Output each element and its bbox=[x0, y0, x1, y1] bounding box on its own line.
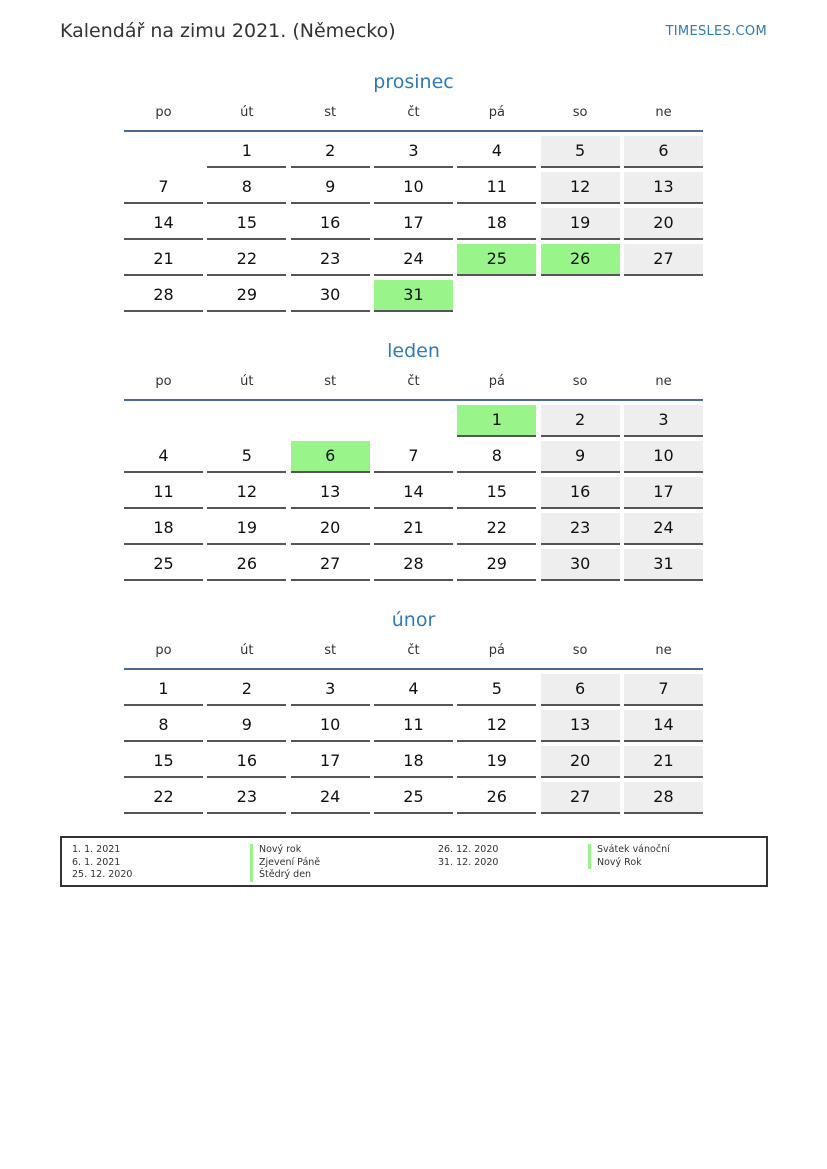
weekday-label: st bbox=[324, 643, 337, 658]
day-cell[interactable]: 21 bbox=[624, 746, 703, 778]
day-cell[interactable]: 28 bbox=[374, 549, 453, 581]
day-cell[interactable]: 23 bbox=[291, 244, 370, 276]
day-cell[interactable]: 9 bbox=[291, 172, 370, 204]
month-0 bbox=[124, 70, 703, 312]
day-cell[interactable]: 6 bbox=[291, 441, 370, 473]
weekday-label: pá bbox=[488, 374, 505, 389]
empty-cell bbox=[124, 136, 203, 168]
weekday-label: so bbox=[572, 374, 588, 389]
day-cell[interactable]: 2 bbox=[541, 405, 620, 437]
day-cell[interactable]: 3 bbox=[374, 136, 453, 168]
day-cell[interactable]: 7 bbox=[624, 674, 703, 706]
day-cell[interactable]: 20 bbox=[624, 208, 703, 240]
day-cell[interactable]: 5 bbox=[541, 136, 620, 168]
month-2 bbox=[124, 608, 703, 814]
holiday-legend bbox=[60, 836, 768, 887]
day-cell[interactable]: 27 bbox=[624, 244, 703, 276]
weekday-header bbox=[124, 102, 703, 124]
day-cell[interactable]: 25 bbox=[374, 782, 453, 814]
empty-cell bbox=[374, 405, 453, 437]
page-title: Kalendář na zimu 2021. (Německo) bbox=[60, 20, 396, 42]
weekday-label: st bbox=[324, 105, 337, 120]
day-cell[interactable]: 13 bbox=[624, 172, 703, 204]
header-divider bbox=[124, 668, 703, 670]
legend-holiday-name: Zjevení Páně bbox=[250, 857, 320, 870]
day-cell[interactable]: 19 bbox=[457, 746, 536, 778]
empty-cell bbox=[207, 405, 286, 437]
day-cell[interactable]: 2 bbox=[207, 674, 286, 706]
day-grid bbox=[124, 405, 703, 581]
weekday-label: pá bbox=[488, 643, 505, 658]
header-divider bbox=[124, 399, 703, 401]
day-cell[interactable]: 22 bbox=[457, 513, 536, 545]
empty-cell bbox=[291, 405, 370, 437]
day-cell[interactable]: 23 bbox=[541, 513, 620, 545]
day-cell[interactable]: 15 bbox=[124, 746, 203, 778]
day-cell[interactable]: 22 bbox=[207, 244, 286, 276]
day-cell[interactable]: 29 bbox=[207, 280, 286, 312]
legend-holiday-name: Štědrý den bbox=[250, 869, 311, 882]
day-cell[interactable]: 13 bbox=[541, 710, 620, 742]
weekday-header bbox=[124, 640, 703, 662]
legend-date: 25. 12. 2020 bbox=[72, 869, 133, 880]
day-cell[interactable]: 14 bbox=[624, 710, 703, 742]
day-cell[interactable]: 11 bbox=[457, 172, 536, 204]
day-cell[interactable]: 24 bbox=[374, 244, 453, 276]
day-cell[interactable]: 30 bbox=[541, 549, 620, 581]
day-cell[interactable]: 9 bbox=[207, 710, 286, 742]
weekday-label: čt bbox=[407, 643, 420, 658]
day-grid bbox=[124, 674, 703, 814]
day-cell[interactable]: 7 bbox=[124, 172, 203, 204]
day-cell[interactable]: 25 bbox=[457, 244, 536, 276]
day-cell[interactable]: 10 bbox=[624, 441, 703, 473]
day-cell[interactable]: 27 bbox=[541, 782, 620, 814]
day-cell[interactable]: 3 bbox=[291, 674, 370, 706]
day-cell[interactable]: 2 bbox=[291, 136, 370, 168]
day-cell[interactable]: 28 bbox=[124, 280, 203, 312]
weekday-label: čt bbox=[407, 105, 420, 120]
weekday-label: po bbox=[155, 105, 172, 120]
legend-holiday-name: Svátek vánoční bbox=[588, 844, 670, 857]
day-cell[interactable]: 26 bbox=[457, 782, 536, 814]
day-cell[interactable]: 1 bbox=[207, 136, 286, 168]
day-cell[interactable]: 10 bbox=[374, 172, 453, 204]
day-grid bbox=[124, 136, 703, 312]
day-cell[interactable]: 1 bbox=[457, 405, 536, 437]
month-name: leden bbox=[387, 340, 440, 362]
day-cell[interactable]: 14 bbox=[124, 208, 203, 240]
day-cell[interactable]: 10 bbox=[291, 710, 370, 742]
day-cell[interactable]: 14 bbox=[374, 477, 453, 509]
day-cell[interactable]: 18 bbox=[457, 208, 536, 240]
day-cell[interactable]: 20 bbox=[541, 746, 620, 778]
day-cell[interactable]: 4 bbox=[374, 674, 453, 706]
weekday-label: so bbox=[572, 105, 588, 120]
legend-date: 26. 12. 2020 bbox=[438, 844, 499, 855]
day-cell[interactable]: 7 bbox=[374, 441, 453, 473]
day-cell[interactable]: 6 bbox=[541, 674, 620, 706]
weekday-label: út bbox=[240, 374, 254, 389]
day-cell[interactable]: 5 bbox=[457, 674, 536, 706]
day-cell[interactable]: 13 bbox=[291, 477, 370, 509]
day-cell[interactable]: 15 bbox=[207, 208, 286, 240]
day-cell[interactable]: 27 bbox=[291, 549, 370, 581]
day-cell[interactable]: 3 bbox=[624, 405, 703, 437]
day-cell[interactable]: 25 bbox=[124, 549, 203, 581]
day-cell[interactable]: 31 bbox=[374, 280, 453, 312]
weekday-header bbox=[124, 371, 703, 393]
day-cell[interactable]: 12 bbox=[207, 477, 286, 509]
legend-date: 31. 12. 2020 bbox=[438, 856, 499, 868]
day-cell[interactable]: 5 bbox=[207, 441, 286, 473]
weekday-label: so bbox=[572, 643, 588, 658]
weekday-label: pá bbox=[488, 105, 505, 120]
day-cell[interactable]: 15 bbox=[457, 477, 536, 509]
weekday-label: ne bbox=[655, 105, 672, 120]
day-cell[interactable]: 4 bbox=[124, 441, 203, 473]
day-cell[interactable]: 21 bbox=[124, 244, 203, 276]
weekday-label: čt bbox=[407, 374, 420, 389]
month-name: prosinec bbox=[373, 71, 454, 93]
weekday-label: ne bbox=[655, 643, 672, 658]
legend-date: 6. 1. 2021 bbox=[72, 856, 121, 868]
day-cell[interactable]: 17 bbox=[624, 477, 703, 509]
day-cell[interactable]: 16 bbox=[207, 746, 286, 778]
day-cell[interactable]: 29 bbox=[457, 549, 536, 581]
legend-holiday-name: Nový Rok bbox=[588, 857, 642, 870]
day-cell[interactable]: 8 bbox=[457, 441, 536, 473]
header-divider bbox=[124, 130, 703, 132]
day-cell[interactable]: 21 bbox=[374, 513, 453, 545]
weekday-label: ne bbox=[655, 374, 672, 389]
day-cell[interactable]: 26 bbox=[207, 549, 286, 581]
day-cell[interactable]: 12 bbox=[541, 172, 620, 204]
weekday-label: út bbox=[240, 105, 254, 120]
day-cell[interactable]: 17 bbox=[374, 208, 453, 240]
weekday-label: st bbox=[324, 374, 337, 389]
empty-cell bbox=[124, 405, 203, 437]
day-cell[interactable]: 19 bbox=[207, 513, 286, 545]
day-cell[interactable]: 9 bbox=[541, 441, 620, 473]
day-cell[interactable]: 22 bbox=[124, 782, 203, 814]
day-cell[interactable]: 8 bbox=[207, 172, 286, 204]
weekday-label: po bbox=[155, 643, 172, 658]
legend-holiday-name: Nový rok bbox=[250, 844, 301, 857]
day-cell[interactable]: 26 bbox=[541, 244, 620, 276]
day-cell[interactable]: 30 bbox=[291, 280, 370, 312]
day-cell[interactable]: 18 bbox=[374, 746, 453, 778]
day-cell[interactable]: 1 bbox=[124, 674, 203, 706]
month-name: únor bbox=[391, 609, 436, 631]
day-cell[interactable]: 16 bbox=[291, 208, 370, 240]
weekday-label: út bbox=[240, 643, 254, 658]
day-cell[interactable]: 28 bbox=[624, 782, 703, 814]
day-cell[interactable]: 24 bbox=[291, 782, 370, 814]
day-cell[interactable]: 24 bbox=[624, 513, 703, 545]
day-cell[interactable]: 20 bbox=[291, 513, 370, 545]
day-cell[interactable]: 11 bbox=[374, 710, 453, 742]
day-cell[interactable]: 4 bbox=[457, 136, 536, 168]
month-1 bbox=[124, 339, 703, 581]
day-cell[interactable]: 31 bbox=[624, 549, 703, 581]
brand-link[interactable]: TIMESLES.COM bbox=[665, 24, 767, 39]
day-cell[interactable]: 8 bbox=[124, 710, 203, 742]
weekday-label: po bbox=[155, 374, 172, 389]
day-cell[interactable]: 23 bbox=[207, 782, 286, 814]
day-cell[interactable]: 12 bbox=[457, 710, 536, 742]
day-cell[interactable]: 16 bbox=[541, 477, 620, 509]
day-cell[interactable]: 17 bbox=[291, 746, 370, 778]
day-cell[interactable]: 18 bbox=[124, 513, 203, 545]
day-cell[interactable]: 19 bbox=[541, 208, 620, 240]
day-cell[interactable]: 6 bbox=[624, 136, 703, 168]
legend-date: 1. 1. 2021 bbox=[72, 844, 121, 855]
day-cell[interactable]: 11 bbox=[124, 477, 203, 509]
